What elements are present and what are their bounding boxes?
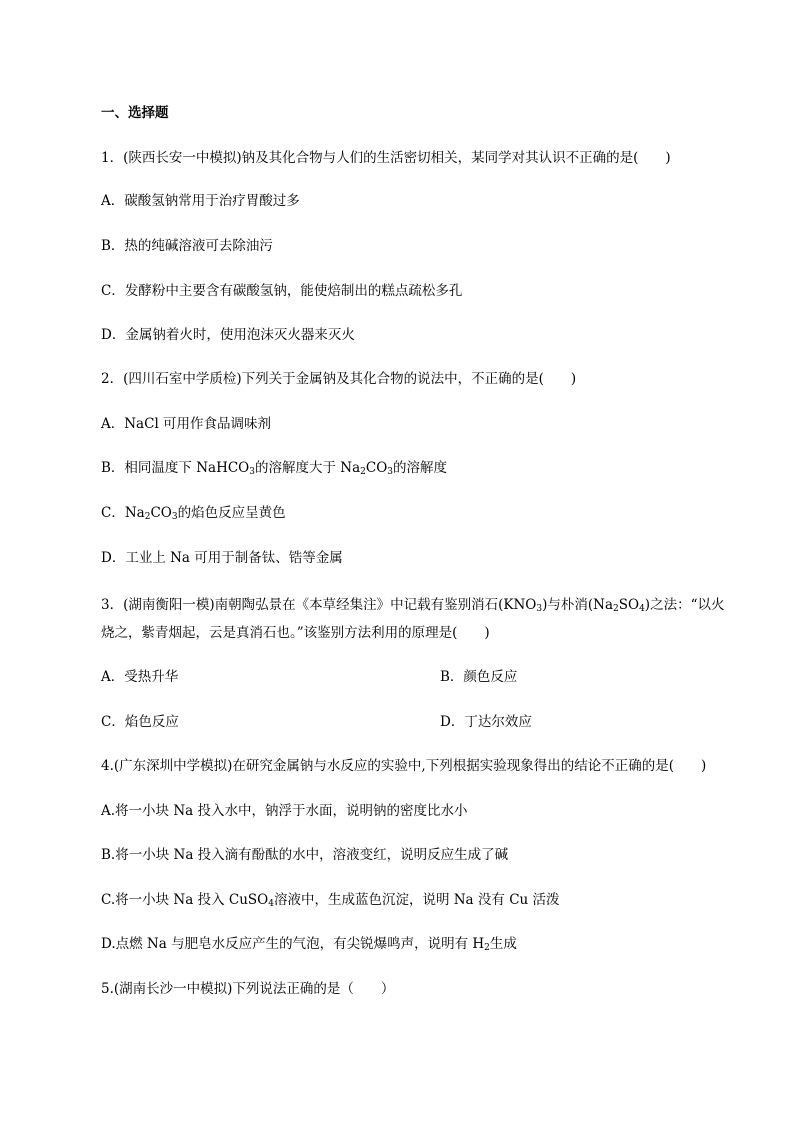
question-3-option-c: C．焰色反应 [101,714,179,730]
question-2-option-c: C．$Na_2CO_3$的焰色反应呈黄色 [101,505,286,522]
question-4-option-b: B.将一小块 Na 投入滴有酚酞的水中，溶液变红，说明反应生成了碱 [101,847,509,863]
question-3-option-d: D．丁达尔效应 [440,714,532,730]
question-1-option-b: B．热的纯碱溶液可去除油污 [101,238,273,254]
question-1-option-c: C．发酵粉中主要含有碳酸氢钠，能使焙制出的糕点疏松多孔 [101,283,463,299]
question-4-option-d: D.点燃 Na 与肥皂水反应产生的气泡，有尖锐爆鸣声，说明有 $H_2$生成 [101,936,517,953]
question-2-option-a: A．NaCl 可用作食品调味剂 [101,416,272,432]
question-4-stem: 4.(广东深圳中学模拟)在研究金属钠与水反应的实验中,下列根据实验现象得出的结论不正确的是( ) [101,758,707,774]
question-2-stem: 2．(四川石室中学质检)下列关于金属钠及其化合物的说法中，不正确的是( ) [101,371,577,387]
section-heading: 一、选择题 [101,105,169,121]
question-3-option-b: B．颜色反应 [440,669,518,685]
question-3-stem-line-2: 烧之，紫青烟起，云是真消石也。”该鉴别方法利用的原理是( ) [101,625,490,641]
question-1-option-a: A．碳酸氢钠常用于治疗胃酸过多 [101,193,300,209]
question-1-stem: 1．(陕西长安一中模拟)钠及其化合物与人们的生活密切相关，某同学对其认识不正确的是( ) [101,150,671,166]
question-1-option-d: D．金属钠着火时，使用泡沫灭火器来灭火 [101,327,355,343]
question-3-stem-line-1: 3．(湖南衡阳一模)南朝陶弘景在《本草经集注》中记载有鉴别消石$(KNO_3)$与朴消$(Na_2SO_4)$之法：“以火 [101,597,725,614]
question-5-stem: 5.(湖南长沙一中模拟)下列说法正确的是（ ） [101,981,395,997]
question-4-option-c: C.将一小块 Na 投入 CuSO$_4$溶液中，生成蓝色沉淀，说明 Na 没有 Cu 活泼 [101,892,560,909]
question-2-option-d: D．工业上 Na 可用于制备钛、锆等金属 [101,550,343,566]
question-2-option-b: B．相同温度下 NaHCO$_3$的溶解度大于 $Na_2CO_3$的溶解度 [101,460,448,477]
question-4-option-a: A.将一小块 Na 投入水中，钠浮于水面，说明钠的密度比水小 [101,803,468,819]
question-3-option-a: A．受热升华 [101,669,179,685]
